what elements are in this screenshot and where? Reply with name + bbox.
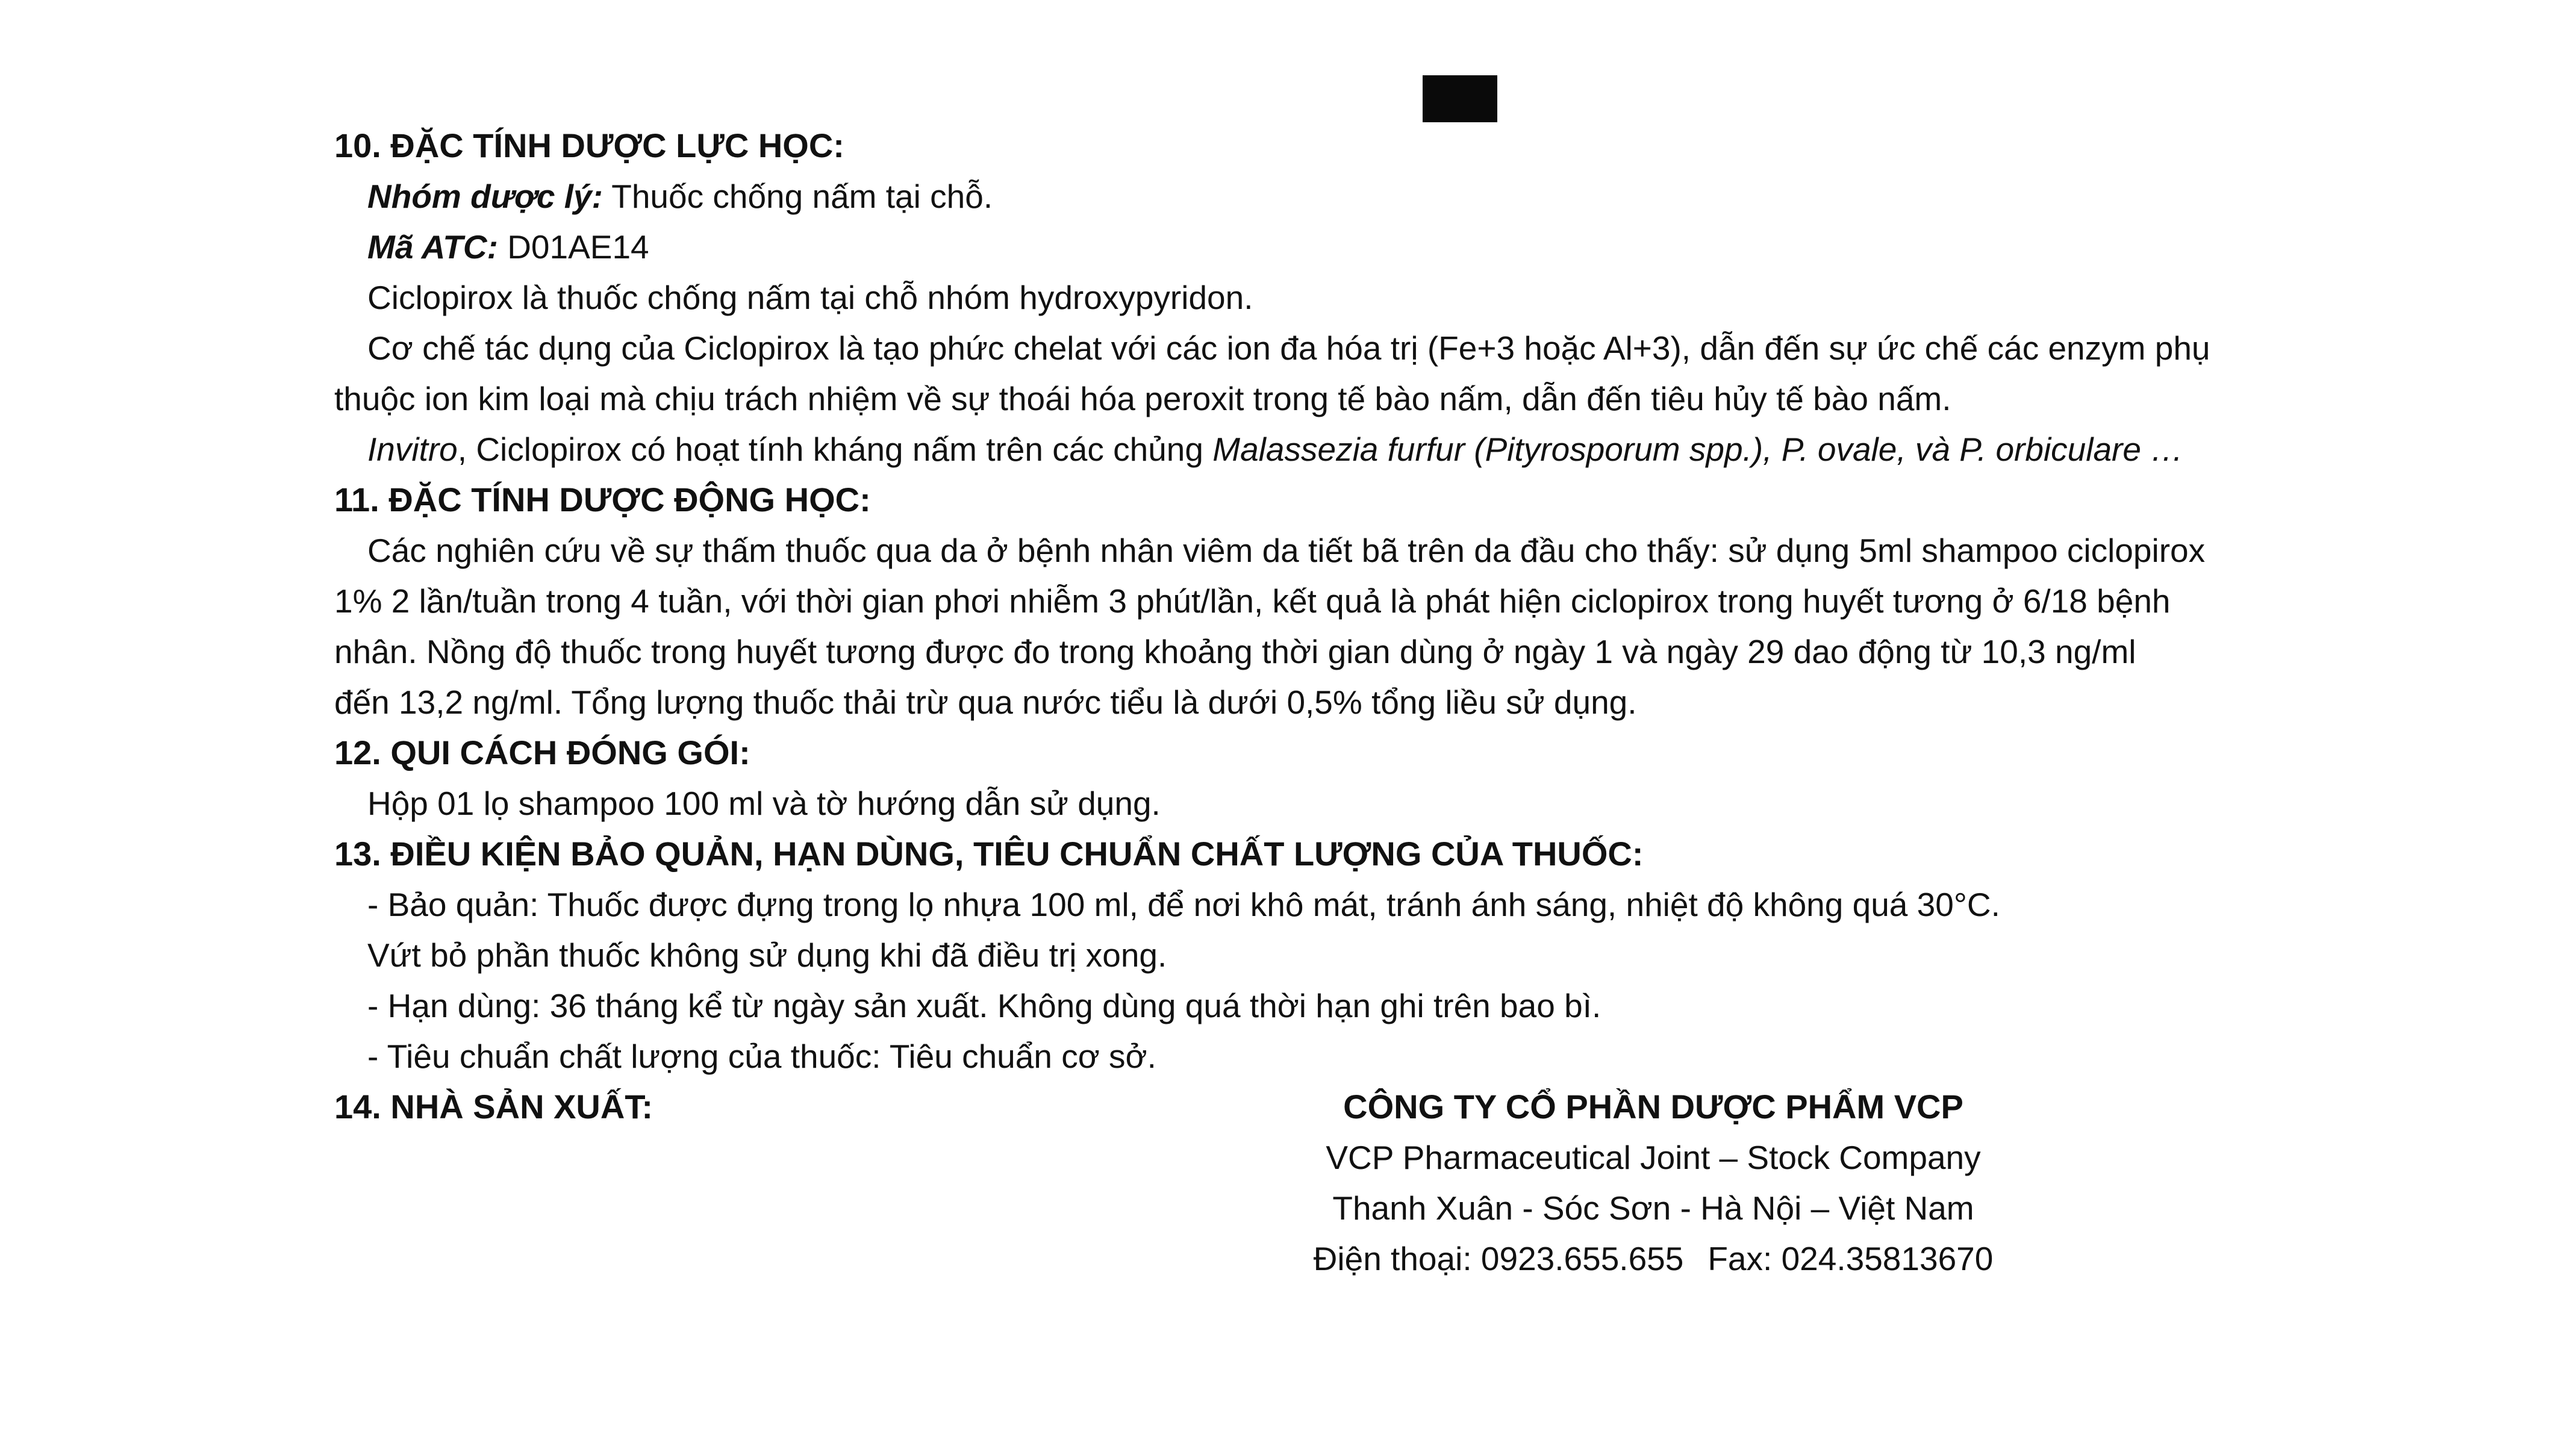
section-10-text: Ciclopirox là thuốc chống nấm tại chỗ nhóm hydroxypyridon.	[367, 279, 1253, 316]
atc-code-value: D01AE14	[497, 228, 649, 266]
manufacturer-block	[334, 1082, 2322, 1335]
invitro-term: Invitro	[367, 431, 458, 468]
company-address: Thanh Xuân - Sóc Sơn - Hà Nội – Việt Nam	[1332, 1189, 1974, 1227]
section-11-text: nhân. Nồng độ thuốc trong huyết tương được đo trong khoảng thời gian dùng ở ngày 1 và ngày 29 dao động từ 10,3 ng/ml	[334, 633, 2136, 670]
atc-code-label: Mã ATC:	[367, 228, 498, 266]
company-contact	[1314, 1233, 1994, 1284]
section-10-text: thuộc ion kim loại mà chịu trách nhiệm về sự thoái hóa peroxit trong tế bào nấm, dẫn đến tiêu hủy tế bào nấm.	[334, 380, 1951, 417]
document-body	[334, 120, 2322, 1335]
section-11-text: đến 13,2 ng/ml. Tổng lượng thuốc thải trừ qua nước tiểu là dưới 0,5% tổng liều sử dụng.	[334, 684, 1637, 721]
section-12-text: Hộp 01 lọ shampoo 100 ml và tờ hướng dẫn sử dụng.	[367, 785, 1161, 822]
redaction-box	[1423, 75, 1497, 122]
section-10-invitro-line	[334, 424, 2322, 475]
company-name-en: VCP Pharmaceutical Joint – Stock Company	[1326, 1139, 1981, 1176]
species-list: Malassezia furfur (Pityrosporum spp.), P. ovale, và P. orbiculare …	[1212, 431, 2184, 468]
pharmacologic-group-line	[334, 171, 2322, 222]
atc-code-line	[334, 222, 2322, 272]
section-10-heading: 10. ĐẶC TÍNH DƯỢC LỰC HỌC:	[334, 126, 844, 164]
company-fax: Fax: 024.35813670	[1707, 1240, 1994, 1277]
quality-standard-line: - Tiêu chuẩn chất lượng của thuốc: Tiêu chuẩn cơ sở.	[367, 1038, 1156, 1075]
disposal-line: Vứt bỏ phần thuốc không sử dụng khi đã điều trị xong.	[367, 936, 1167, 974]
section-12-heading: 12. QUI CÁCH ĐÓNG GÓI:	[334, 734, 750, 771]
section-11-text: Các nghiên cứu về sự thấm thuốc qua da ở bệnh nhân viêm da tiết bã trên da đầu cho thấy: sử dụng 5ml shampoo ciclopirox	[367, 532, 2206, 569]
section-10-text: Cơ chế tác dụng của Ciclopirox là tạo phức chelat với các ion đa hóa trị (Fe+3 hoặc Al+3), dẫn đến sự ức chế các enzym phụ	[367, 329, 2210, 367]
invitro-text: , Ciclopirox có hoạt tính kháng nấm trên các chủng	[457, 431, 1213, 468]
section-11-heading: 11. ĐẶC TÍNH DƯỢC ĐỘNG HỌC:	[334, 481, 871, 519]
company-info	[1314, 1082, 1994, 1284]
storage-line: - Bảo quản: Thuốc được đựng trong lọ nhựa 100 ml, để nơi khô mát, tránh ánh sáng, nhiệt độ không quá 30°C.	[367, 886, 2000, 923]
pharmacologic-group-value: Thuốc chống nấm tại chỗ.	[602, 178, 993, 215]
section-14-heading: 14. NHÀ SẢN XUẤT:	[334, 1088, 653, 1126]
section-11-text: 1% 2 lần/tuần trong 4 tuần, với thời gian phơi nhiễm 3 phút/lần, kết quả là phát hiện ciclopirox trong huyết tương ở 6/18 bệnh	[334, 582, 2171, 620]
company-phone: Điện thoại: 0923.655.655	[1313, 1240, 1684, 1277]
company-name-vn: CÔNG TY CỔ PHẦN DƯỢC PHẨM VCP	[1343, 1088, 1963, 1126]
section-13-heading: 13. ĐIỀU KIỆN BẢO QUẢN, HẠN DÙNG, TIÊU CHUẨN CHẤT LƯỢNG CỦA THUỐC:	[334, 835, 1644, 873]
shelf-life-line: - Hạn dùng: 36 tháng kể từ ngày sản xuất. Không dùng quá thời hạn ghi trên bao bì.	[367, 987, 1601, 1024]
pharmacologic-group-label: Nhóm dược lý:	[367, 178, 603, 215]
